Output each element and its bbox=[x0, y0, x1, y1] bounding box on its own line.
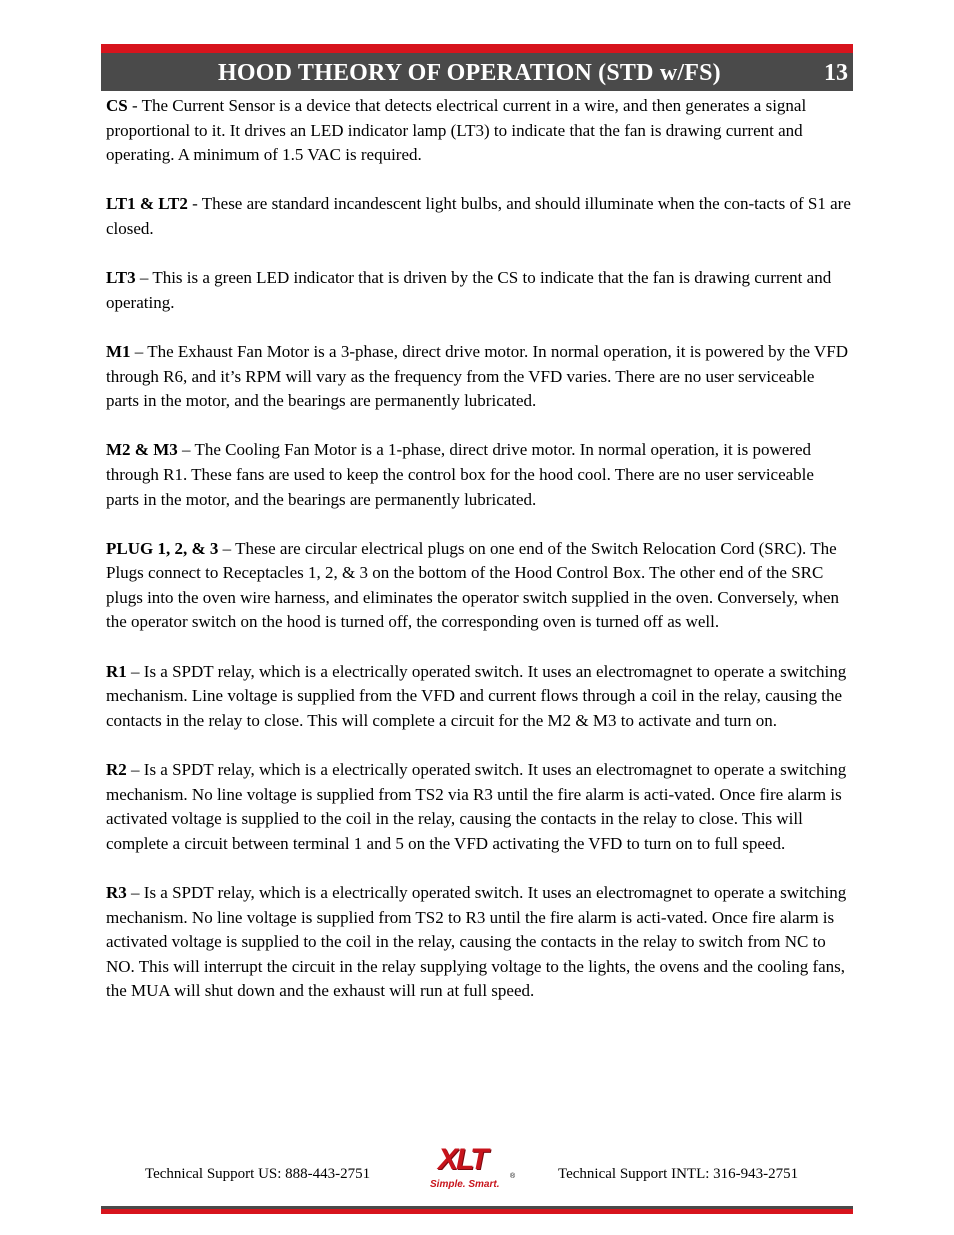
paragraph-r1 bbox=[106, 660, 851, 734]
term-description: – Is a SPDT relay, which is a electrically operated switch. It uses an electromagnet to operate a switching mechanism. No line voltage is supplied from TS2 to R3 until the fire alarm is acti-vated. Once fire alarm is activated voltage is supplied to the coil in the relay, causing the contacts in the relay to switch from NC to NO. This will interrupt the circuit in the relay supplying voltage to the lights, the ovens and the cooling fans, the MUA will shut down and the exhaust will run at full speed. bbox=[106, 883, 847, 1001]
term-label: R2 bbox=[106, 760, 127, 780]
support-us-phone: Technical Support US: 888-443-2751 bbox=[145, 1166, 371, 1182]
term-description: - These are standard incandescent light bulbs, and should illuminate when the con-tacts of S1 are closed. bbox=[106, 194, 851, 238]
term-description: – This is a green LED indicator that is driven by the CS to indicate that the fan is drawing current and operating. bbox=[106, 268, 832, 312]
term-description: – Is a SPDT relay, which is a electrically operated switch. It uses an electromagnet to operate a switching mechanism. Line voltage is supplied from the VFD and current flows through a coil in the relay, causing the contacts in the relay to close. This will complete a circuit for the M2 & M3 to activate and turn on. bbox=[106, 661, 847, 730]
term-description: - The Current Sensor is a device that detects electrical current in a wire, and then generates a signal proportional to it. It drives an LED indicator lamp (LT3) to indicate that the fan is drawing current and operating. A minimum of 1.5 VAC is required. bbox=[106, 96, 807, 165]
term-label: R3 bbox=[106, 883, 127, 902]
paragraph-cs bbox=[106, 94, 851, 168]
paragraph-lt1-lt2 bbox=[106, 192, 851, 241]
term-label: R1 bbox=[106, 661, 127, 681]
registered-mark: ® bbox=[510, 1173, 516, 1180]
document-body bbox=[106, 94, 851, 1029]
logo-tagline: Simple. Smart. bbox=[430, 1179, 500, 1190]
paragraph-r3 bbox=[106, 881, 851, 1004]
page-header bbox=[101, 44, 853, 91]
term-label: M1 bbox=[106, 341, 131, 361]
logo-wordmark: XLT bbox=[438, 1143, 487, 1176]
paragraph-m2-m3 bbox=[106, 438, 851, 512]
page-title: HOOD THEORY OF OPERATION (STD w/FS) bbox=[218, 60, 721, 86]
term-description: – Is a SPDT relay, which is a electrically operated switch. It uses an electromagnet to operate a switching mechanism. No line voltage is supplied from TS2 via R3 until the fire alarm is acti-vated. Once fire alarm is activated voltage is supplied to the coil in the relay, causing the contacts in the relay to close. This will complete a circuit between terminal 1 and 5 on the VFD activating the VFD to turn on to full speed. bbox=[106, 760, 847, 853]
term-label: LT3 bbox=[106, 268, 136, 288]
term-label: CS bbox=[106, 96, 128, 115]
term-description: – The Cooling Fan Motor is a 1-phase, direct drive motor. In normal operation, it is powered through R1. These fans are used to keep the control box for the hood cool. There are no user serviceable parts in the motor, and the bearings are permanently lubricated. bbox=[106, 440, 814, 509]
xlt-logo bbox=[428, 1141, 528, 1193]
paragraph-m1 bbox=[106, 340, 851, 414]
paragraph-lt3 bbox=[106, 266, 851, 315]
term-label: M2 & M3 bbox=[106, 440, 178, 460]
paragraph-plugs bbox=[106, 537, 851, 635]
page-number: 13 bbox=[824, 60, 848, 86]
support-intl-phone: Technical Support INTL: 316-943-2751 bbox=[558, 1166, 799, 1182]
paragraph-r2 bbox=[106, 758, 851, 856]
term-description: – The Exhaust Fan Motor is a 3-phase, direct drive motor. In normal operation, it is powered by the VFD through R6, and it’s RPM will vary as the frequency from the VFD varies. There are no user serviceable parts in the motor, and the bearings are permanently lubricated. bbox=[106, 341, 849, 411]
footer-divider bbox=[101, 1206, 853, 1214]
term-description: – These are circular electrical plugs on one end of the Switch Relocation Cord (SRC). The Plugs connect to Receptacles 1, 2, & 3 on the bottom of the Hood Control Box. The other end of the SRC plugs into the oven wire harness, and eliminates the operator switch supplied in the oven. Conversely, when the operator switch on the hood is turned off, the corresponding oven is turned off as well. bbox=[106, 538, 840, 632]
term-label: PLUG 1, 2, & 3 bbox=[106, 538, 219, 558]
term-label: LT1 & LT2 bbox=[106, 194, 188, 214]
